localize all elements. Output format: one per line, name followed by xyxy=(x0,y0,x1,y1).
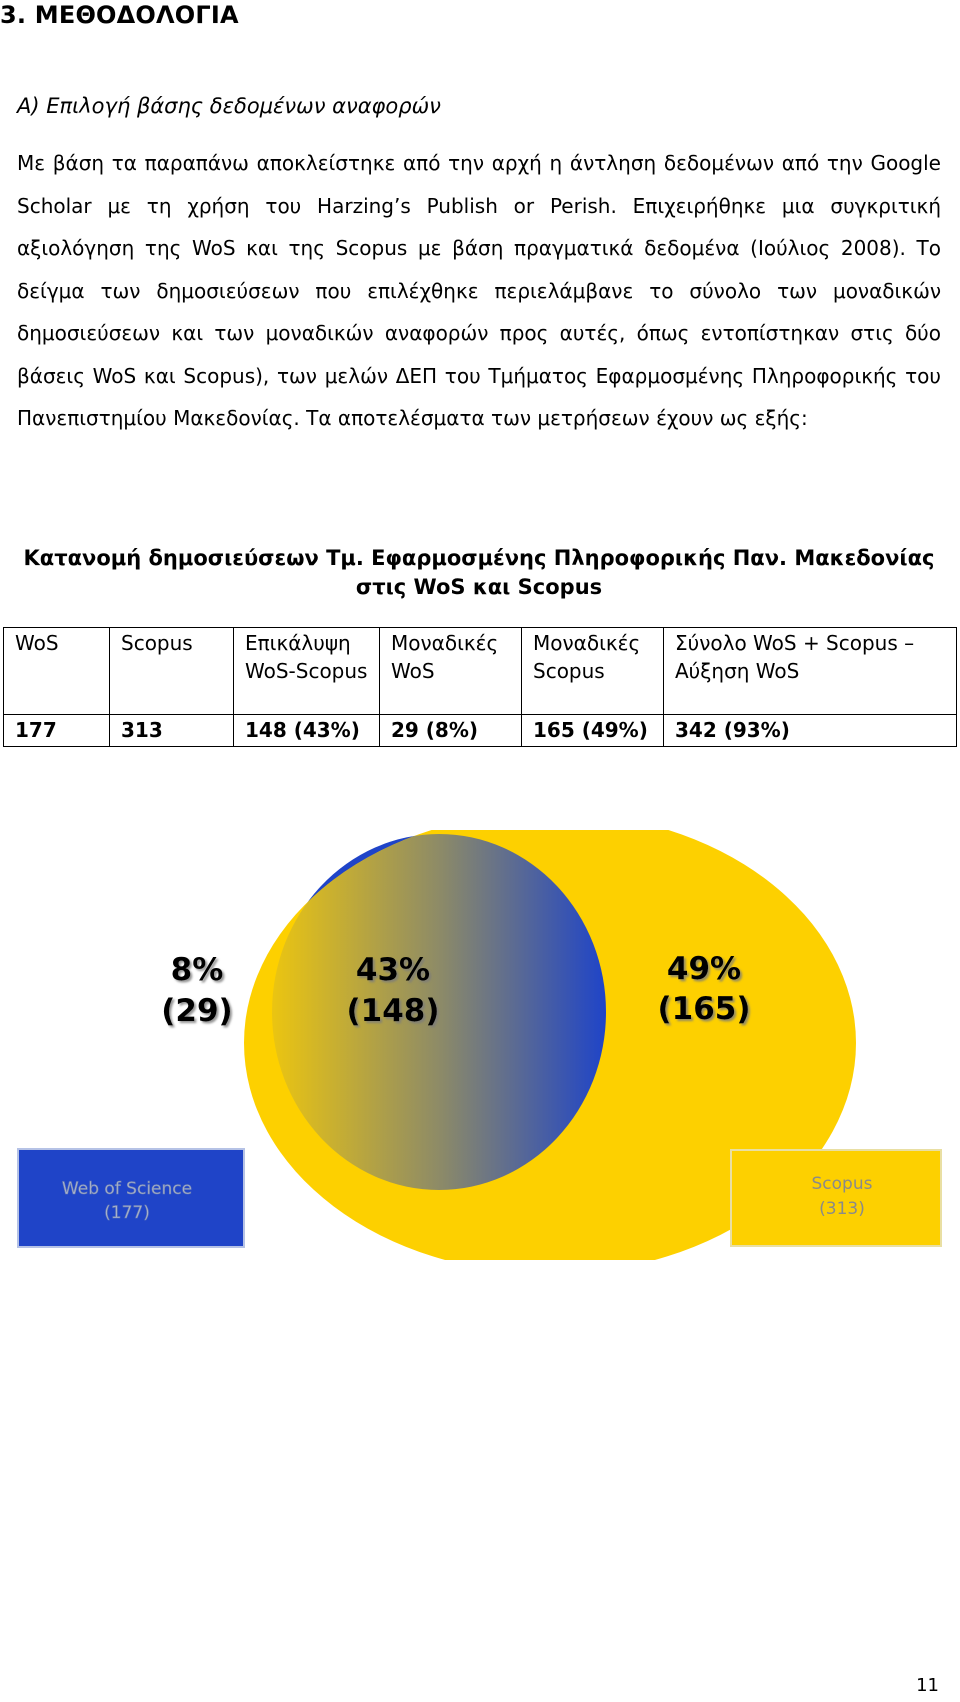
scopus-legend-label: Scopus xyxy=(811,1174,873,1194)
table-caption xyxy=(17,544,941,602)
table-header-cell: Μοναδικές WoS xyxy=(380,628,522,715)
scopus-only-count-label: (165) xyxy=(657,991,751,1027)
overlap-percent-label: 43% xyxy=(355,952,431,988)
table-cell: 165 (49%) xyxy=(522,715,664,747)
scopus-legend-box xyxy=(731,1150,941,1246)
table-header-cell: Σύνολο WoS + Scopus – Αύξηση WoS xyxy=(664,628,957,715)
wos-legend-count: (177) xyxy=(104,1203,150,1223)
publications-table xyxy=(3,627,957,747)
wos-only-percent-label: 8% xyxy=(170,952,224,988)
table-cell: 29 (8%) xyxy=(380,715,522,747)
wos-legend-label: Web of Science xyxy=(61,1179,193,1199)
table-cell: 313 xyxy=(110,715,234,747)
page-number: 11 xyxy=(916,1675,939,1696)
wos-only-count-label: (29) xyxy=(161,993,233,1029)
table-row xyxy=(4,715,957,747)
body-paragraph: Με βάση τα παραπάνω αποκλείστηκε από την αρχή η άντληση δεδομένων από την Google Scholar με τη χρήση του Harzing’s Publish or Perish. Επιχειρήθηκε μια συγκριτική αξιολόγηση της WoS και της Scopus με βάση πραγματικά δεδομένα (Ιούλιος 2008). Το δείγμα των δημοσιεύσεων που επιλέχθηκε περιελάμβανε το σύνολο των μοναδικών δημοσιεύσεων και των μοναδικών αναφορών προς αυτές, όπως εντοπίστηκαν στις δύο βάσεις WoS και Scopus), των μελών ΔΕΠ του Τμήματος Εφαρμοσμένης Πληροφορικής του Πανεπιστημίου Μακεδονίας. Τα αποτελέσματα των μετρήσεων έχουν ως εξής: xyxy=(17,151,941,430)
table-cell: 342 (93%) xyxy=(664,715,957,747)
table-cell: 177 xyxy=(4,715,110,747)
table-header-cell: Scopus xyxy=(110,628,234,715)
table-cell: 148 (43%) xyxy=(234,715,380,747)
table-header-cell: Επικάλυψη WoS-Scopus xyxy=(234,628,380,715)
table-header-cell: WoS xyxy=(4,628,110,715)
venn-diagram xyxy=(0,830,960,1260)
table-header-cell: Μοναδικές Scopus xyxy=(522,628,664,715)
section-title: 3. ΜΕΘΟΔΟΛΟΓΙΑ xyxy=(0,1,239,29)
overlap-count-label: (148) xyxy=(346,993,440,1029)
scopus-legend-count: (313) xyxy=(819,1199,865,1219)
table-caption-line-2: στις WoS και Scopus xyxy=(355,575,603,599)
table-caption-line-1: Κατανομή δημοσιεύσεων Τμ. Εφαρμοσμένης Πληροφορικής Παν. Μακεδονίας xyxy=(23,546,935,570)
table-header-row xyxy=(4,628,957,715)
subheading: Α) Επιλογή βάσης δεδομένων αναφορών xyxy=(17,94,441,118)
scopus-only-percent-label: 49% xyxy=(666,951,742,987)
